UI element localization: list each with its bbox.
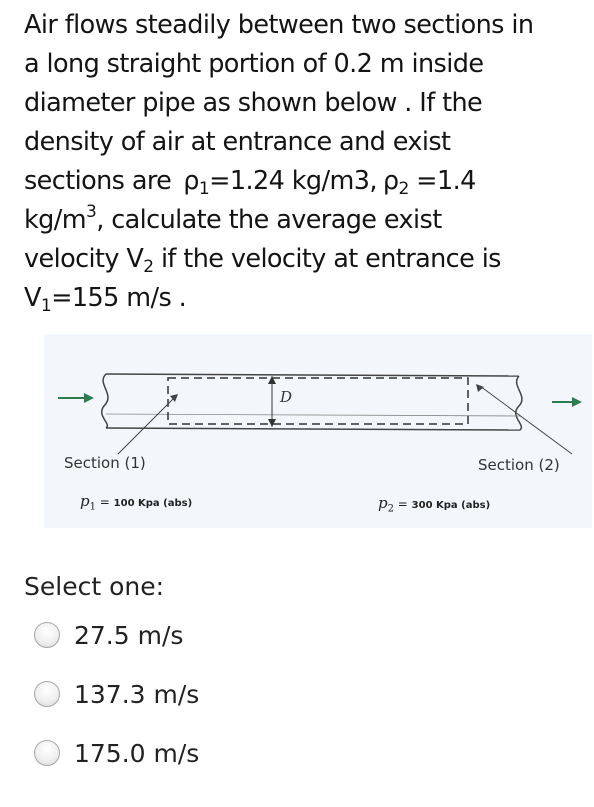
question-line — [24, 162, 590, 201]
question-line: Air flows steadily between two sections in — [24, 10, 534, 40]
select-one-label: Select one: — [24, 572, 165, 601]
question-text-segment: =155 m/s . — [51, 283, 187, 313]
outlet-arrow-icon — [552, 397, 582, 407]
pipe-icon — [102, 374, 522, 430]
radio-button[interactable] — [34, 681, 60, 707]
question-text-segment: kg/m — [24, 205, 86, 235]
pipe-figure — [44, 334, 592, 528]
question-text-segment: =1.4 — [408, 166, 476, 196]
subscript: 1 — [40, 296, 52, 316]
question-line — [24, 279, 590, 318]
question-text-segment: V — [24, 283, 41, 313]
question-line — [24, 240, 590, 279]
question-text-segment: if the velocity at entrance is — [153, 244, 501, 274]
option-label[interactable]: 137.3 m/s — [74, 679, 200, 709]
inlet-arrow-icon — [58, 393, 94, 403]
superscript: 3 — [86, 202, 97, 222]
diameter-dimension-icon — [268, 376, 276, 427]
answer-option-1[interactable] — [34, 615, 183, 655]
option-label[interactable]: 27.5 m/s — [74, 620, 184, 650]
question-text-segment: velocity V — [24, 244, 144, 274]
question-text-segment: =1.24 kg/m3, — [209, 166, 377, 196]
question-line: density of air at entrance and exist — [24, 127, 451, 157]
question-line: diameter pipe as shown below . If the — [24, 88, 483, 118]
section1-label: Section (1) — [64, 454, 146, 472]
radio-button[interactable] — [34, 622, 60, 648]
question-line: a long straight portion of 0.2 m inside — [24, 49, 484, 79]
question-text — [24, 6, 590, 318]
answer-option-2[interactable] — [34, 674, 199, 714]
rho-symbol: ρ — [382, 166, 399, 196]
pressure2-label: $p_2 = 300$ Kpa (abs) — [378, 494, 491, 515]
question-line — [24, 201, 590, 240]
diameter-label: D — [280, 388, 293, 406]
rho-symbol: ρ — [183, 166, 199, 196]
pressure1-label: $p_1 = 100$ Kpa (abs) — [80, 492, 193, 513]
section2-label: Section (2) — [478, 456, 560, 474]
control-volume — [168, 378, 468, 424]
question-text-segment: sections are — [24, 166, 172, 196]
subscript: 2 — [398, 179, 409, 199]
option-label[interactable]: 175.0 m/s — [74, 738, 200, 768]
section2-leader — [480, 386, 572, 454]
subscript: 1 — [198, 179, 210, 199]
radio-button[interactable] — [34, 740, 60, 766]
section1-leader — [118, 396, 176, 454]
answer-option-3[interactable] — [34, 733, 199, 773]
question-text-segment: , calculate the average exist — [96, 205, 442, 235]
subscript: 2 — [143, 257, 154, 277]
